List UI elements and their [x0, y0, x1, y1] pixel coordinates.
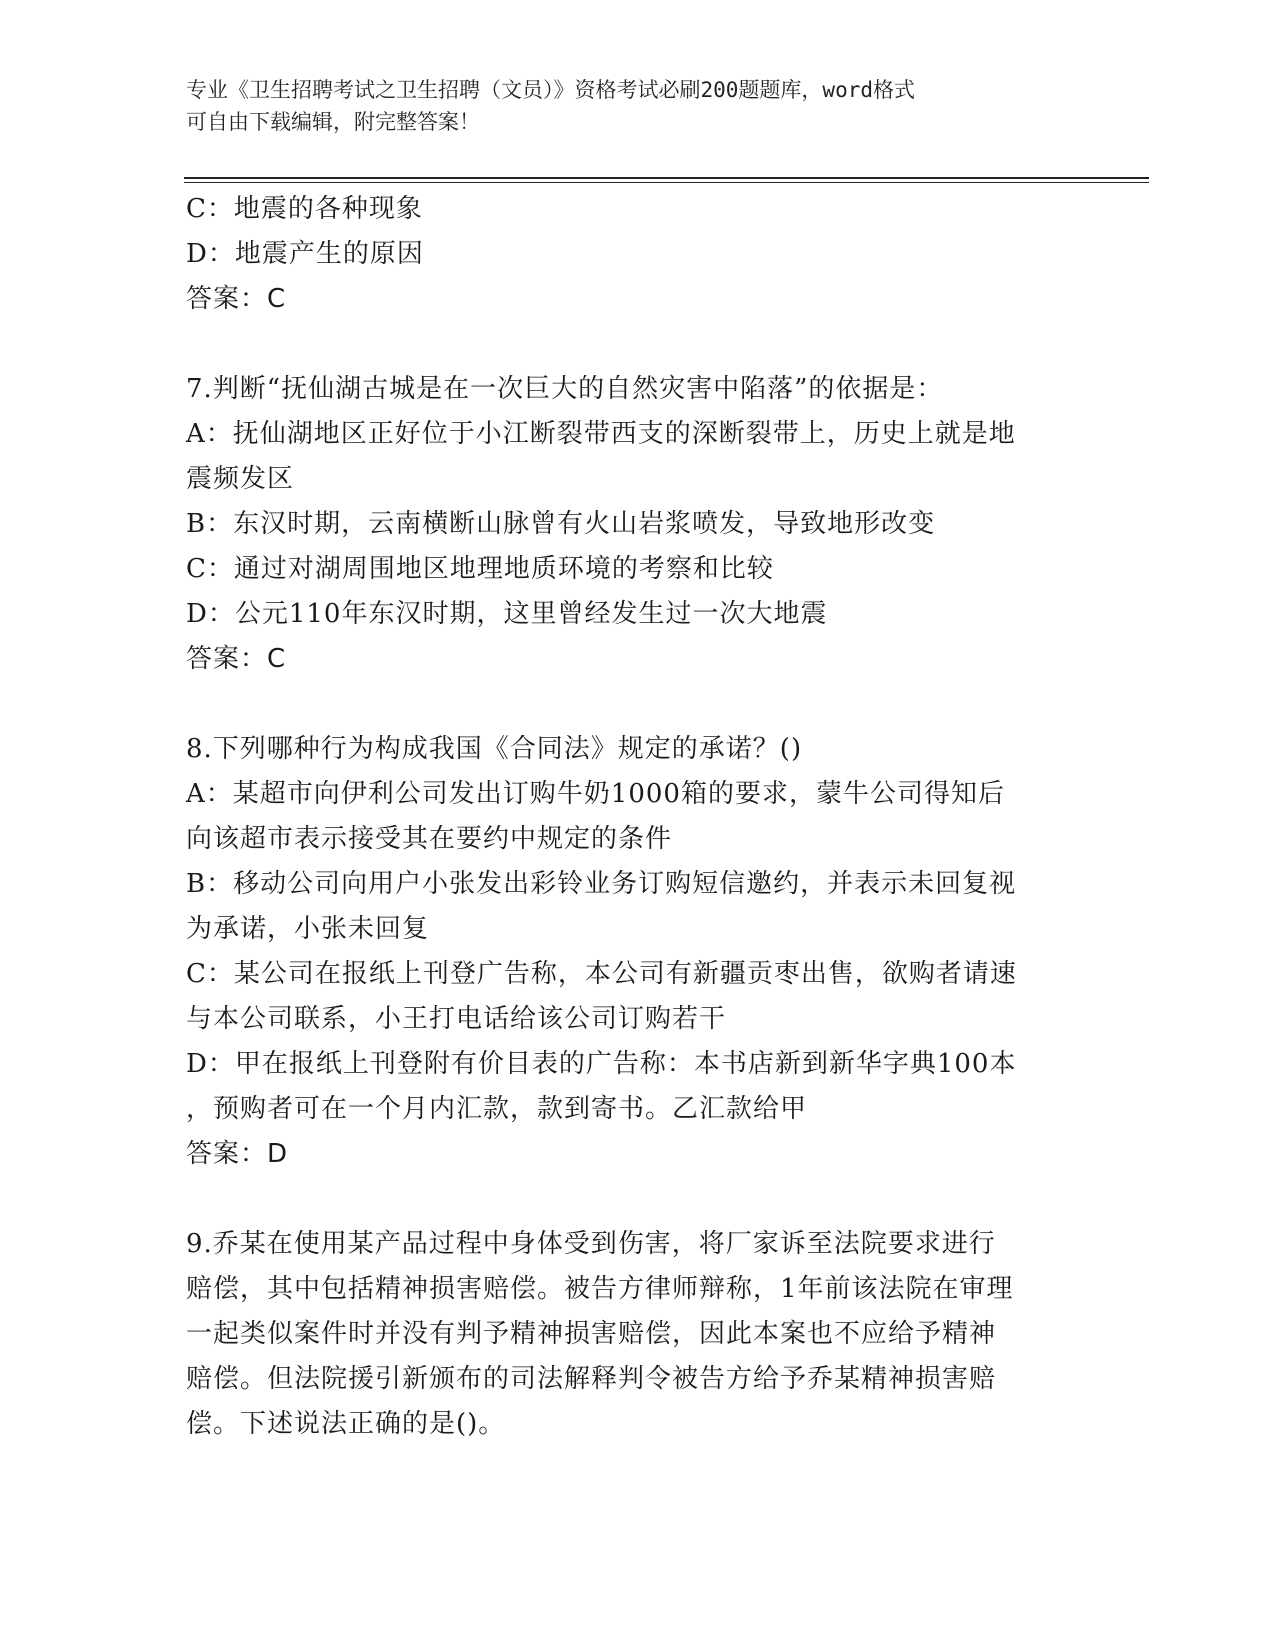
header-line-2: 可自由下载编辑，附完整答案！	[186, 110, 480, 134]
question-stem-line: 赔偿。但法院援引新颁布的司法解释判令被告方给予乔某精神损害赔	[186, 1364, 997, 1394]
option-a: A：抚仙湖地区正好位于小江断裂带西支的深断裂带上，历史上就是地	[186, 419, 1016, 449]
option-a: A：某超市向伊利公司发出订购牛奶1000箱的要求，蒙牛公司得知后	[186, 779, 1005, 809]
option-d: D：地震产生的原因	[186, 239, 424, 269]
option-b: B：东汉时期，云南横断山脉曾有火山岩浆喷发，导致地形改变	[186, 509, 936, 539]
question-9	[186, 1222, 1086, 1447]
option-b: B：移动公司向用户小张发出彩铃业务订购短信邀约，并表示未回复视	[186, 869, 1017, 899]
answer: 答案：C	[186, 644, 287, 674]
option-c: C：通过对湖周围地区地理地质环境的考察和比较	[186, 554, 774, 584]
header-divider-thick	[184, 177, 1149, 179]
question-6-continuation	[186, 187, 1086, 322]
option-d: D：甲在报纸上刊登附有价目表的广告称：本书店新到新华字典100本	[186, 1049, 1017, 1079]
option-a-continued: 震频发区	[186, 464, 295, 494]
option-c: C：某公司在报纸上刊登广告称，本公司有新疆贡枣出售，欲购者请速	[186, 959, 1017, 989]
question-stem-line: 偿。下述说法正确的是()。	[186, 1409, 506, 1439]
option-c: C：地震的各种现象	[186, 194, 423, 224]
option-b-continued: 为承诺，小张未回复	[186, 914, 430, 944]
question-stem-line: 赔偿，其中包括精神损害赔偿。被告方律师辩称，1年前该法院在审理	[186, 1274, 1014, 1304]
header-divider-thin	[184, 182, 1149, 183]
question-stem: 7.判断“抚仙湖古城是在一次巨大的自然灾害中陷落”的依据是：	[186, 374, 944, 404]
page-header	[186, 74, 1066, 138]
question-stem-line: 9.乔某在使用某产品过程中身体受到伤害，将厂家诉至法院要求进行	[186, 1229, 996, 1259]
option-d-continued: ，预购者可在一个月内汇款，款到寄书。乙汇款给甲	[186, 1094, 808, 1124]
option-c-continued: 与本公司联系，小王打电话给该公司订购若干	[186, 1004, 727, 1034]
question-stem: 8.下列哪种行为构成我国《合同法》规定的承诺？()	[186, 734, 803, 764]
header-line-1: 专业《卫生招聘考试之卫生招聘（文员）》资格考试必刷200题题库，word格式	[186, 78, 915, 102]
option-a-continued: 向该超市表示接受其在要约中规定的条件	[186, 824, 673, 854]
question-8	[186, 727, 1086, 1177]
answer: 答案：C	[186, 284, 287, 314]
question-stem-line: 一起类似案件时并没有判予精神损害赔偿，因此本案也不应给予精神	[186, 1319, 997, 1349]
spacer	[186, 682, 1086, 727]
answer: 答案：D	[186, 1139, 289, 1169]
spacer	[186, 1177, 1086, 1222]
option-d: D：公元110年东汉时期，这里曾经发生过一次大地震	[186, 599, 828, 629]
spacer	[186, 322, 1086, 367]
question-7	[186, 367, 1086, 682]
document-body	[186, 187, 1086, 1447]
